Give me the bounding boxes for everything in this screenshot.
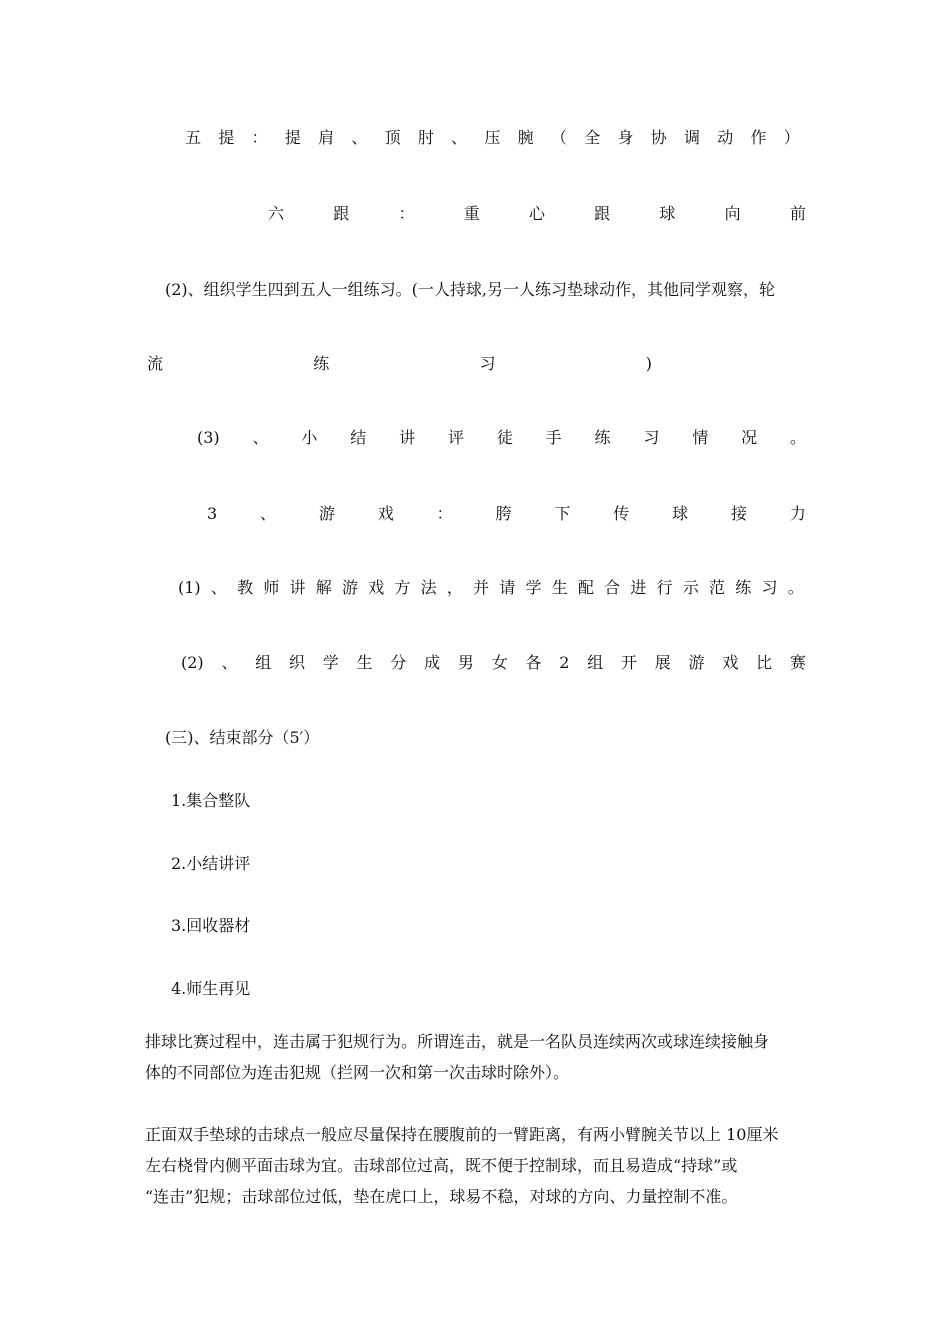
text-token: 解: [315, 578, 332, 597]
text-token: 动: [717, 128, 734, 147]
text-token: 跟: [594, 204, 611, 223]
text-token: 力: [789, 504, 806, 523]
text-token: 组: [255, 653, 272, 672]
closing-section-heading: (三)、结束部分（5′）: [165, 728, 320, 747]
text-token: 游: [341, 578, 358, 597]
text-token: (1): [178, 578, 201, 597]
text-token: （: [550, 128, 567, 147]
text-token: 2: [559, 653, 570, 672]
text-token: 女: [491, 653, 508, 672]
text-token: 生: [551, 578, 568, 597]
text-token: 、: [260, 504, 277, 523]
text-token: 腕: [517, 128, 534, 147]
text-token: 、: [451, 128, 468, 147]
text-token: 游: [318, 504, 335, 523]
text-token: 况: [741, 428, 758, 447]
text-token: 五: [185, 128, 202, 147]
text-token: 顶: [384, 128, 401, 147]
text-token: (3): [197, 428, 220, 447]
text-token: ：: [436, 504, 453, 523]
text-token: ：: [251, 128, 268, 147]
text-token: 戏: [377, 504, 394, 523]
text-token: 教: [237, 578, 254, 597]
text-token: 男: [457, 653, 474, 672]
text-token: 练: [313, 354, 330, 373]
text-line-six-follow: [268, 203, 806, 225]
text-token: 流: [147, 354, 164, 373]
paragraph-row: 左右桡骨内侧平面击球为宜。击球部位过高，既不便于控制球，而且易造成“持球”或: [145, 1156, 738, 1175]
text-token: 提: [218, 128, 235, 147]
text-token: 、: [221, 653, 238, 672]
text-token: 法: [420, 578, 437, 597]
text-token: 球: [672, 504, 689, 523]
text-line-summary-review: [197, 427, 806, 449]
text-token: ): [645, 354, 652, 373]
text-token: 学: [525, 578, 542, 597]
text-token: 并: [473, 578, 490, 597]
text-token: 。: [787, 578, 804, 597]
text-token: 、: [252, 428, 269, 447]
text-token: 进: [630, 578, 647, 597]
text-token: 合: [604, 578, 621, 597]
text-token: 范: [709, 578, 726, 597]
text-token: 分: [390, 653, 407, 672]
text-token: 示: [682, 578, 699, 597]
text-token: 习: [761, 578, 778, 597]
text-line-game-explain: [178, 577, 804, 599]
text-token: 练: [594, 428, 611, 447]
text-token: 下: [554, 504, 571, 523]
text-token: 戏: [368, 578, 385, 597]
paragraph-row: 体的不同部位为连击犯规（拦网一次和第一次击球时除外）。: [145, 1063, 570, 1082]
text-token: 重: [463, 204, 480, 223]
text-line-group-practice: (2)、组织学生四到五人一组练习。(一人持球,另一人练习垫球动作，其他同学观察，轮: [165, 280, 775, 299]
text-token: 全: [584, 128, 601, 147]
text-token: 结: [350, 428, 367, 447]
text-token: 小: [301, 428, 318, 447]
text-token: 比: [756, 653, 773, 672]
text-token: 展: [654, 653, 671, 672]
text-token: 肘: [417, 128, 434, 147]
text-token: 前: [789, 204, 806, 223]
paragraph-row: “连击”犯规；击球部位过低，垫在虎口上，球易不稳，对球的方向、力量控制不准。: [145, 1187, 738, 1206]
text-token: 手: [545, 428, 562, 447]
text-token: 身: [617, 128, 634, 147]
closing-item: 3.回收器材: [171, 916, 251, 935]
text-token: 开: [620, 653, 637, 672]
text-token: 传: [613, 504, 630, 523]
text-token: 协: [650, 128, 667, 147]
text-token: 压: [484, 128, 501, 147]
paragraph-double-hit-rule: [145, 1026, 809, 1088]
text-token: 学: [322, 653, 339, 672]
text-token: 提: [284, 128, 301, 147]
text-token: 行: [656, 578, 673, 597]
text-token: 六: [268, 204, 285, 223]
closing-item: 2.小结讲评: [171, 854, 251, 873]
text-line-rotate-practice: [147, 353, 652, 375]
paragraph-row: 正面双手垫球的击球点一般应尽量保持在腰腹前的一臂距离，有两小臂腕关节以上 10厘米: [145, 1125, 779, 1144]
text-token: 生: [356, 653, 373, 672]
text-token: 调: [683, 128, 700, 147]
text-token: ：: [398, 204, 415, 223]
text-token: 接: [731, 504, 748, 523]
text-token: 跟: [333, 204, 350, 223]
text-token: ，: [446, 578, 463, 597]
text-token: 徒: [496, 428, 513, 447]
text-token: 方: [394, 578, 411, 597]
text-token: 请: [499, 578, 516, 597]
paragraph-forearm-pass: [145, 1119, 809, 1212]
text-token: 练: [735, 578, 752, 597]
text-token: 心: [528, 204, 545, 223]
text-token: 、: [210, 578, 227, 597]
text-token: 各: [525, 653, 542, 672]
text-token: 成: [424, 653, 441, 672]
text-token: 向: [724, 204, 741, 223]
text-token: 3: [207, 504, 218, 523]
text-token: 作: [750, 128, 767, 147]
text-token: 戏: [722, 653, 739, 672]
text-token: 。: [789, 428, 806, 447]
text-token: (2): [181, 653, 204, 672]
text-token: 织: [289, 653, 306, 672]
text-token: ）: [783, 128, 800, 147]
text-line-game-title: [207, 503, 806, 525]
closing-item: 4.师生再见: [171, 979, 251, 998]
text-token: 配: [577, 578, 594, 597]
text-token: 组: [587, 653, 604, 672]
text-token: 、: [351, 128, 368, 147]
text-token: 习: [643, 428, 660, 447]
text-token: 讲: [399, 428, 416, 447]
text-token: 胯: [495, 504, 512, 523]
text-token: 球: [659, 204, 676, 223]
text-token: 讲: [289, 578, 306, 597]
text-token: 赛: [789, 653, 806, 672]
text-line-game-compete: [181, 652, 806, 674]
text-line-five-lifts: [185, 127, 800, 149]
text-token: 游: [688, 653, 705, 672]
text-token: 评: [447, 428, 464, 447]
closing-item: 1.集合整队: [171, 791, 251, 810]
paragraph-row: 排球比赛过程中，连击属于犯规行为。所谓连击，就是一名队员连续两次或球连续接触身: [145, 1032, 770, 1051]
text-token: 情: [692, 428, 709, 447]
text-token: 习: [479, 354, 496, 373]
text-token: 师: [263, 578, 280, 597]
text-token: 肩: [318, 128, 335, 147]
